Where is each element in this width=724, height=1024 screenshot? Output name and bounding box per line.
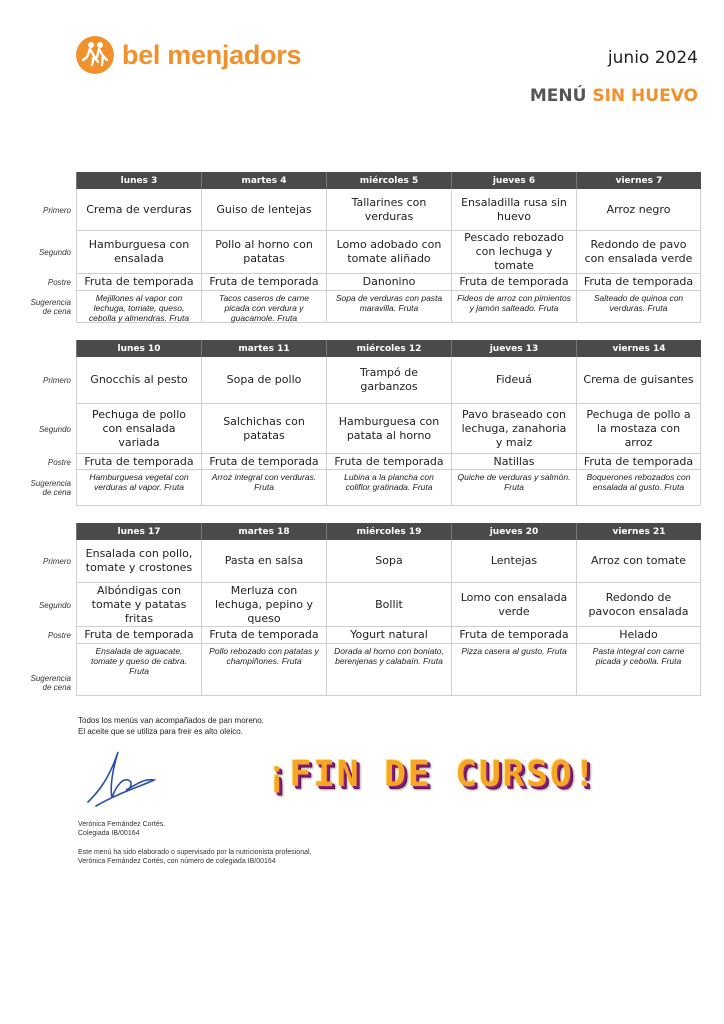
day-header: martes 4 <box>201 172 326 189</box>
week-table <box>20 340 702 506</box>
menu-cell-sugerencia: Tacos caseros de carne picada con verdura y guacamole. Fruta <box>201 291 326 323</box>
menu-cell-postre: Fruta de temporada <box>451 274 576 291</box>
menu-cell-primero: Arroz negro <box>576 189 701 231</box>
menu-cell-postre: Yogurt natural <box>326 627 451 644</box>
runners-icon <box>76 36 114 74</box>
disclaimer-line: Este menú ha sido elaborado o supervisado por la nutricionista profesional, <box>78 849 312 856</box>
row-label-sugerencia: Sugerencia de cena <box>30 674 71 692</box>
brand-logo <box>76 36 301 74</box>
header-spacer <box>20 172 76 189</box>
menu-cell-primero: Sopa <box>326 540 451 583</box>
menu-cell-primero: Guiso de lentejas <box>201 189 326 231</box>
menu-cell-primero: Crema de guisantes <box>576 357 701 404</box>
menu-cell-postre: Fruta de temporada <box>576 274 701 291</box>
row-label-segundo: Segundo <box>38 248 71 257</box>
row-label-postre: Postre <box>47 457 71 467</box>
header-spacer <box>20 523 76 540</box>
menu-cell-segundo: Hamburguesa con patata al horno <box>326 404 451 454</box>
end-of-course-banner: ¡FIN DE CURSO! <box>266 754 598 795</box>
menu-cell-sugerencia: Quiche de verduras y salmón. Fruta <box>451 470 576 506</box>
day-header: viernes 14 <box>576 340 701 357</box>
menu-title-prefix: MENÚ <box>529 86 593 106</box>
menu-cell-primero: Arroz con tomate <box>576 540 701 583</box>
menu-cell-postre: Fruta de temporada <box>201 627 326 644</box>
menu-cell-sugerencia: Ensalada de aguacate, tomate y queso de cabra. Fruta <box>76 644 201 696</box>
row-label-sugerencia: Sugerencia de cena <box>30 298 71 316</box>
day-header: jueves 20 <box>451 523 576 540</box>
menu-cell-postre: Helado <box>576 627 701 644</box>
menu-cell-primero: Fideuá <box>451 357 576 404</box>
menu-cell-sugerencia: Sopa de verduras con pasta maravilla. Fruta <box>326 291 451 323</box>
signature <box>82 748 158 814</box>
menu-cell-sugerencia: Boquerones rebozados con ensalada al gusto. Fruta <box>576 470 701 506</box>
menu-title-accent: SIN HUEVO <box>592 86 698 106</box>
signer-name: Verónica Fernández Cortés. <box>78 821 166 828</box>
row-label-postre: Postre <box>47 631 71 640</box>
menu-cell-primero: Trampó de garbanzos <box>326 357 451 404</box>
menu-cell-segundo: Merluza con lechuga, pepino y queso <box>201 583 326 627</box>
menu-cell-postre: Fruta de temporada <box>76 627 201 644</box>
menu-cell-segundo: Pavo braseado con lechuga, zanahoria y maiz <box>451 404 576 454</box>
day-header: lunes 17 <box>76 523 201 540</box>
row-label-primero: Primero <box>42 557 71 566</box>
day-header: martes 18 <box>201 523 326 540</box>
day-header: martes 11 <box>201 340 326 357</box>
menu-cell-postre: Fruta de temporada <box>451 627 576 644</box>
menu-cell-segundo: Pollo al horno con patatas <box>201 231 326 274</box>
day-header: miércoles 19 <box>326 523 451 540</box>
menu-cell-sugerencia: Dorada al horno con boniato, berenjenas y calabaín. Fruta <box>326 644 451 696</box>
week-table <box>20 523 702 696</box>
menu-cell-postre: Fruta de temporada <box>76 454 201 470</box>
row-label-sugerencia: Sugerencia de cena <box>30 479 71 497</box>
menu-cell-postre: Danonino <box>326 274 451 291</box>
note-line: El aceite que se utiliza para freir es alto oleico. <box>78 726 243 736</box>
menu-cell-segundo: Bollit <box>326 583 451 627</box>
row-label-segundo: Segundo <box>38 600 71 610</box>
menu-cell-segundo: Pechuga de pollo a la mostaza con arroz <box>576 404 701 454</box>
brand-name: bel menjadors <box>122 39 302 70</box>
menu-cell-primero: Gnocchis al pesto <box>76 357 201 404</box>
day-header: jueves 6 <box>451 172 576 189</box>
menu-cell-sugerencia: Salteado de quinoa con verduras. Fruta <box>576 291 701 323</box>
menu-cell-postre: Natillas <box>451 454 576 470</box>
header-spacer <box>20 340 76 357</box>
menu-date: junio 2024 <box>607 48 698 68</box>
day-header: viernes 21 <box>576 523 701 540</box>
day-header: lunes 10 <box>76 340 201 357</box>
menu-cell-sugerencia: Pizza casera al gusto. Fruta <box>451 644 576 696</box>
menu-cell-sugerencia: Arroz integral con verduras. Fruta <box>201 470 326 506</box>
menu-cell-segundo: Lomo adobado con tomate aliñado <box>326 231 451 274</box>
menu-cell-primero: Sopa de pollo <box>201 357 326 404</box>
menu-cell-sugerencia: Lubina a la plancha con coliflor gratinada. Fruta <box>326 470 451 506</box>
menu-cell-postre: Fruta de temporada <box>576 454 701 470</box>
disclaimer <box>78 848 311 866</box>
menu-cell-segundo: Redondo de pavocon ensalada <box>576 583 701 627</box>
signer-id: Colegiada IB/00164 <box>78 830 140 837</box>
menu-cell-segundo: Salchichas con patatas <box>201 404 326 454</box>
day-header: miércoles 5 <box>326 172 451 189</box>
row-label-primero: Primero <box>42 376 71 385</box>
week-table <box>20 172 702 323</box>
menu-cell-sugerencia: Mejillones al vapor con lechuga, tomate, queso, cebolla y almendras. Fruta <box>76 291 201 323</box>
signer-block <box>78 820 165 838</box>
menu-cell-primero: Ensaladilla rusa sin huevo <box>451 189 576 231</box>
notes <box>78 716 264 737</box>
note-line: Todos los menús van acompañados de pan moreno. <box>78 716 264 725</box>
menu-cell-sugerencia: Pollo rebozado con patatas y champiñones. Fruta <box>201 644 326 696</box>
menu-cell-postre: Fruta de temporada <box>76 274 201 291</box>
day-header: jueves 13 <box>451 340 576 357</box>
menu-cell-primero: Ensalada con pollo, tomate y crostones <box>76 540 201 583</box>
menu-cell-segundo: Lomo con ensalada verde <box>451 583 576 627</box>
row-label-postre: Postre <box>47 278 71 287</box>
menu-cell-segundo: Pescado rebozado con lechuga y tomate <box>451 231 576 274</box>
menu-cell-segundo: Albóndigas con tomate y patatas fritas <box>76 583 201 627</box>
menu-cell-postre: Fruta de temporada <box>201 454 326 470</box>
day-header: viernes 7 <box>576 172 701 189</box>
menu-cell-segundo: Pechuga de pollo con ensalada variada <box>76 404 201 454</box>
day-header: lunes 3 <box>76 172 201 189</box>
menu-cell-primero: Lentejas <box>451 540 576 583</box>
menu-cell-sugerencia: Pasta integral con carne picada y cebolla. Fruta <box>576 644 701 696</box>
menu-cell-sugerencia: Fideos de arroz con pimientos y jamón salteado. Fruta <box>451 291 576 323</box>
menu-cell-primero: Pasta en salsa <box>201 540 326 583</box>
disclaimer-line: Verónica Fernández Cortés, con número de colegiada IB/00164 <box>78 858 276 865</box>
day-header: miércoles 12 <box>326 340 451 357</box>
menu-cell-postre: Fruta de temporada <box>326 454 451 470</box>
menu-cell-primero: Tallarines con verduras <box>326 189 451 231</box>
row-label-primero: Primero <box>42 205 71 215</box>
menu-cell-sugerencia: Hamburguesa vegetal con verduras al vapor. Fruta <box>76 470 201 506</box>
menu-cell-segundo: Redondo de pavo con ensalada verde <box>576 231 701 274</box>
row-label-segundo: Segundo <box>38 424 71 434</box>
menu-cell-postre: Fruta de temporada <box>201 274 326 291</box>
menu-cell-segundo: Hamburguesa con ensalada <box>76 231 201 274</box>
menu-cell-primero: Crema de verduras <box>76 189 201 231</box>
menu-title <box>530 86 698 106</box>
